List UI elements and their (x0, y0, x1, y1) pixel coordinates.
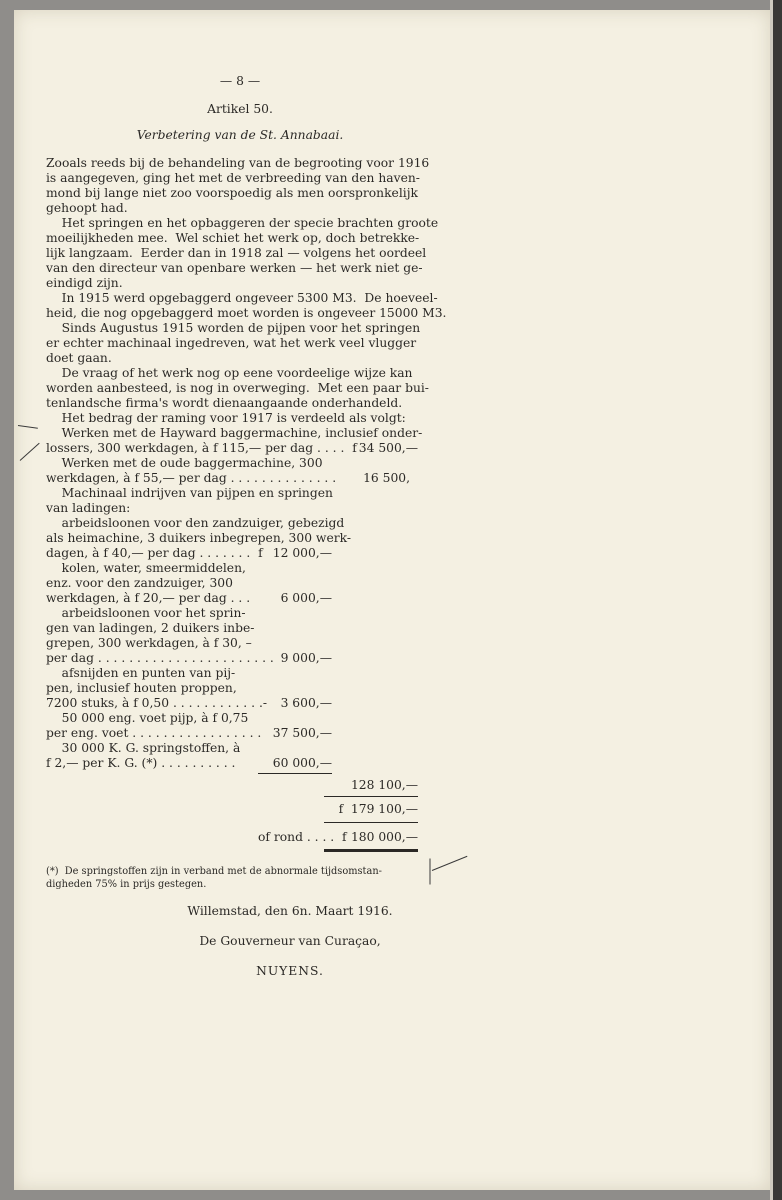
cost-line: van ladingen: (46, 501, 131, 515)
cost-value: 9 000,— (280, 651, 332, 665)
subtotal-rule (258, 773, 332, 774)
signer-title: De Gouverneur van Curaçao, (199, 934, 381, 948)
subtotal-value: 128 100,— (350, 778, 418, 792)
body-line: doet gaan. (46, 351, 112, 365)
body-line: eindigd zijn. (46, 276, 123, 290)
signer-name: NUYENS. (256, 964, 324, 978)
cost-line: werkdagen, à f 20,— per dag . . . (46, 591, 251, 605)
cost-line: gen van ladingen, 2 duikers inbe- (46, 621, 255, 635)
body-line: heid, die nog opgebaggerd moet worden is ongeveer 15000 M3. (46, 306, 447, 320)
cost-line: afsnijden en punten van pij- (46, 666, 236, 680)
cost-line: als heimachine, 3 duikers inbegrepen, 300 werk- (46, 531, 352, 545)
cost-line: arbeidsloonen voor het sprin- (46, 606, 246, 620)
body-line: lijk langzaam. Eerder dan in 1918 zal — volgens het oordeel (46, 246, 427, 260)
place-date: Willemstad, den 6n. Maart 1916. (187, 904, 393, 918)
cost-line: 30 000 K. G. springstoffen, à (46, 741, 241, 755)
cost-value: 3 600,— (280, 696, 332, 710)
cost-line: Werken met de oude baggermachine, 300 (46, 456, 323, 470)
footnote-line: digheden 75% in prijs gestegen. (46, 879, 207, 890)
cost-line: Machinaal indrijven van pijpen en springen (46, 486, 333, 500)
rond-value: 180 000,— (350, 830, 418, 844)
body-line: moeilijkheden mee. Wel schiet het werk op, doch betrekke- (46, 231, 420, 245)
cost-line: per eng. voet . . . . . . . . . . . . . . . . . (46, 726, 262, 740)
body-line: De vraag of het werk nog op eene voordeelige wijze kan (46, 366, 413, 380)
cost-value: 16 500, (363, 471, 410, 485)
rond-label: of rond . . . . f (258, 830, 347, 844)
body-line: is aangegeven, ging het met de verbreeding van den haven- (46, 171, 420, 185)
cost-line: 50 000 eng. voet pijp, à f 0,75 (46, 711, 249, 725)
cost-line: Werken met de Hayward baggermachine, inclusief onder- (46, 426, 423, 440)
total-rule (324, 796, 418, 797)
cost-line: werkdagen, à f 55,— per dag . . . . . . . . . . . . . . (46, 471, 337, 485)
body-line: Zooals reeds bij de behandeling van de begrooting voor 1916 (46, 156, 430, 170)
article-title: Artikel 50. (207, 102, 273, 116)
page-number: — 8 — (219, 74, 261, 88)
cost-line: grepen, 300 werkdagen, à f 30, – (46, 636, 252, 650)
body-line: gehoopt had. (46, 201, 128, 215)
cost-line: 7200 stuks, à f 0,50 . . . . . . . . . . . .- (46, 696, 268, 710)
body-line: worden aanbesteed, is nog in overweging. Met een paar bui- (46, 381, 429, 395)
cost-line: enz. voor den zandzuiger, 300 (46, 576, 233, 590)
cost-value: 6 000,— (280, 591, 332, 605)
scan-edge-highlight (770, 0, 773, 1200)
body-line: tenlandsche firma's wordt dienaangaande onderhandeld. (46, 396, 403, 410)
body-line: van den directeur van openbare werken — het werk niet ge- (46, 261, 423, 275)
body-line: mond bij lange niet zoo voorspoedig als men oorspronkelijk (46, 186, 418, 200)
footnote-line: (*) De springstoffen zijn in verband met de abnormale tijdsomstan- (46, 866, 382, 877)
cost-line: dagen, à f 40,— per dag . . . . . . . f (46, 546, 263, 560)
cost-line: lossers, 300 werkdagen, à f 115,— per dag . . . . f (46, 441, 357, 455)
cost-value: 12 000,— (272, 546, 332, 560)
final-double-rule (324, 849, 418, 852)
cost-value: 34 500,— (358, 441, 418, 455)
body-line: In 1915 werd opgebaggerd ongeveer 5300 M3. De hoeveel- (46, 291, 438, 305)
body-line: Sinds Augustus 1915 worden de pijpen voor het springen (46, 321, 421, 335)
cost-line: f 2,— per K. G. (*) . . . . . . . . . . (46, 756, 236, 770)
rond-rule (324, 822, 418, 823)
article-subtitle: Verbetering van de St. Annabaai. (136, 128, 344, 142)
body-line: Het springen en het opbaggeren der specie brachten groote (46, 216, 439, 230)
cost-line: per dag . . . . . . . . . . . . . . . . . . . . . . . (46, 651, 274, 665)
cost-value: 60 000,— (272, 756, 332, 770)
cost-line: pen, inclusief houten proppen, (46, 681, 237, 695)
cost-line: arbeidsloonen voor den zandzuiger, gebezigd (46, 516, 345, 530)
body-line: Het bedrag der raming voor 1917 is verdeeld als volgt: (46, 411, 406, 425)
cost-line: kolen, water, smeermiddelen, (46, 561, 246, 575)
cost-value: 37 500,— (272, 726, 332, 740)
body-line: er echter machinaal ingedreven, wat het werk veel vlugger (46, 336, 417, 350)
total-value: f 179 100,— (338, 802, 418, 816)
margin-pencil-mark (430, 859, 431, 885)
